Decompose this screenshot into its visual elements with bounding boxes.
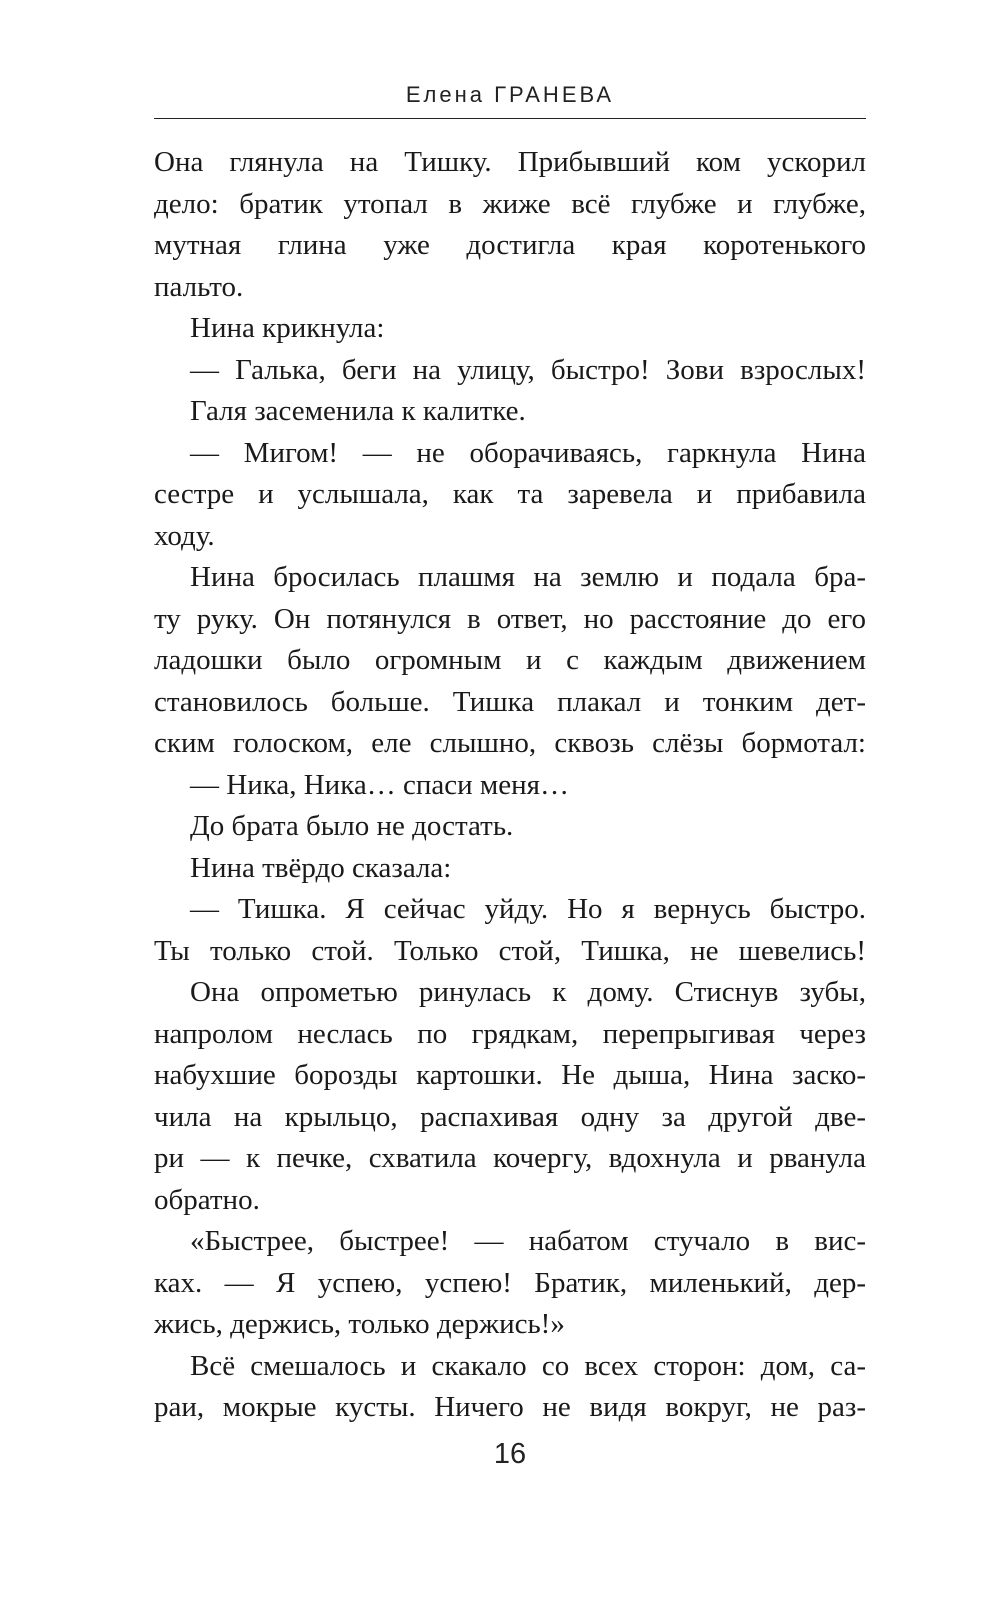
running-header	[154, 82, 866, 108]
body-text	[154, 142, 866, 1429]
text-line: дело: братик утопал в жиже всё глубже и глубже,	[154, 187, 866, 220]
text-line: сестре и услышала, как та заревела и прибавила	[154, 478, 866, 510]
text-line: обратно.	[154, 1183, 260, 1216]
text-line: ходу.	[154, 519, 215, 552]
text-line: раи, мокрые кусты. Ничего не видя вокруг, не раз-	[154, 1391, 866, 1423]
text-line: ладошки было огромным и с каждым движением	[154, 644, 866, 676]
text-line: «Быстрее, быстрее! — набатом стучало в вис-	[190, 1225, 866, 1257]
text-line: — Тишка. Я сейчас уйду. Но я вернусь быстро.	[190, 893, 866, 925]
text-line: мутная глина уже достигла края коротенького	[154, 229, 866, 261]
text-line: ту руку. Он потянулся в ответ, но расстояние до его	[154, 602, 866, 635]
text-line: Ты только стой. Только стой, Тишка, не шевелись!	[154, 934, 866, 967]
text-line: набухшие борозды картошки. Не дыша, Нина заско-	[154, 1059, 866, 1091]
text-line: ках. — Я успею, успею! Братик, миленький, дер-	[154, 1266, 866, 1299]
text-line: Галя засеменила к калитке.	[190, 395, 526, 427]
text-line: Нина крикнула:	[190, 312, 385, 344]
text-line: Нина твёрдо сказала:	[190, 851, 452, 884]
text-line: пальто.	[154, 270, 244, 303]
text-line: Она опрометью ринулась к дому. Стиснув зубы,	[190, 976, 866, 1008]
author-last-name: ГРАНЕВА	[494, 82, 615, 107]
text-line: ри — к печке, схватила кочергу, вдохнула и рванула	[154, 1142, 866, 1174]
text-line: — Мигом! — не оборачиваясь, гаркнула Нина	[190, 436, 866, 469]
text-line: — Ника, Ника… спаси меня…	[190, 768, 569, 801]
text-line: Нина бросилась плашмя на землю и подала бра-	[190, 561, 866, 593]
text-line: Она глянула на Тишку. Прибывший ком ускорил	[154, 146, 866, 178]
text-line: До брата было не достать.	[190, 810, 514, 842]
text-line: напролом неслась по грядкам, перепрыгивая через	[154, 1017, 866, 1050]
text-line: чила на крыльцо, распахивая одну за другой две-	[154, 1100, 866, 1133]
header-rule	[154, 118, 866, 119]
text-line: жись, держись, только держись!»	[154, 1308, 565, 1340]
text-line: Всё смешалось и скакало со всех сторон: дом, са-	[190, 1349, 866, 1382]
text-line: ским голоском, еле слышно, сквозь слёзы бормотал:	[154, 727, 866, 759]
text-line: — Галька, беги на улицу, быстро! Зови взрослых!	[190, 353, 866, 386]
text-line: становилось больше. Тишка плакал и тонким дет-	[154, 685, 866, 718]
author-first-name: Елена	[405, 82, 486, 107]
page-number: 16	[493, 1438, 527, 1470]
